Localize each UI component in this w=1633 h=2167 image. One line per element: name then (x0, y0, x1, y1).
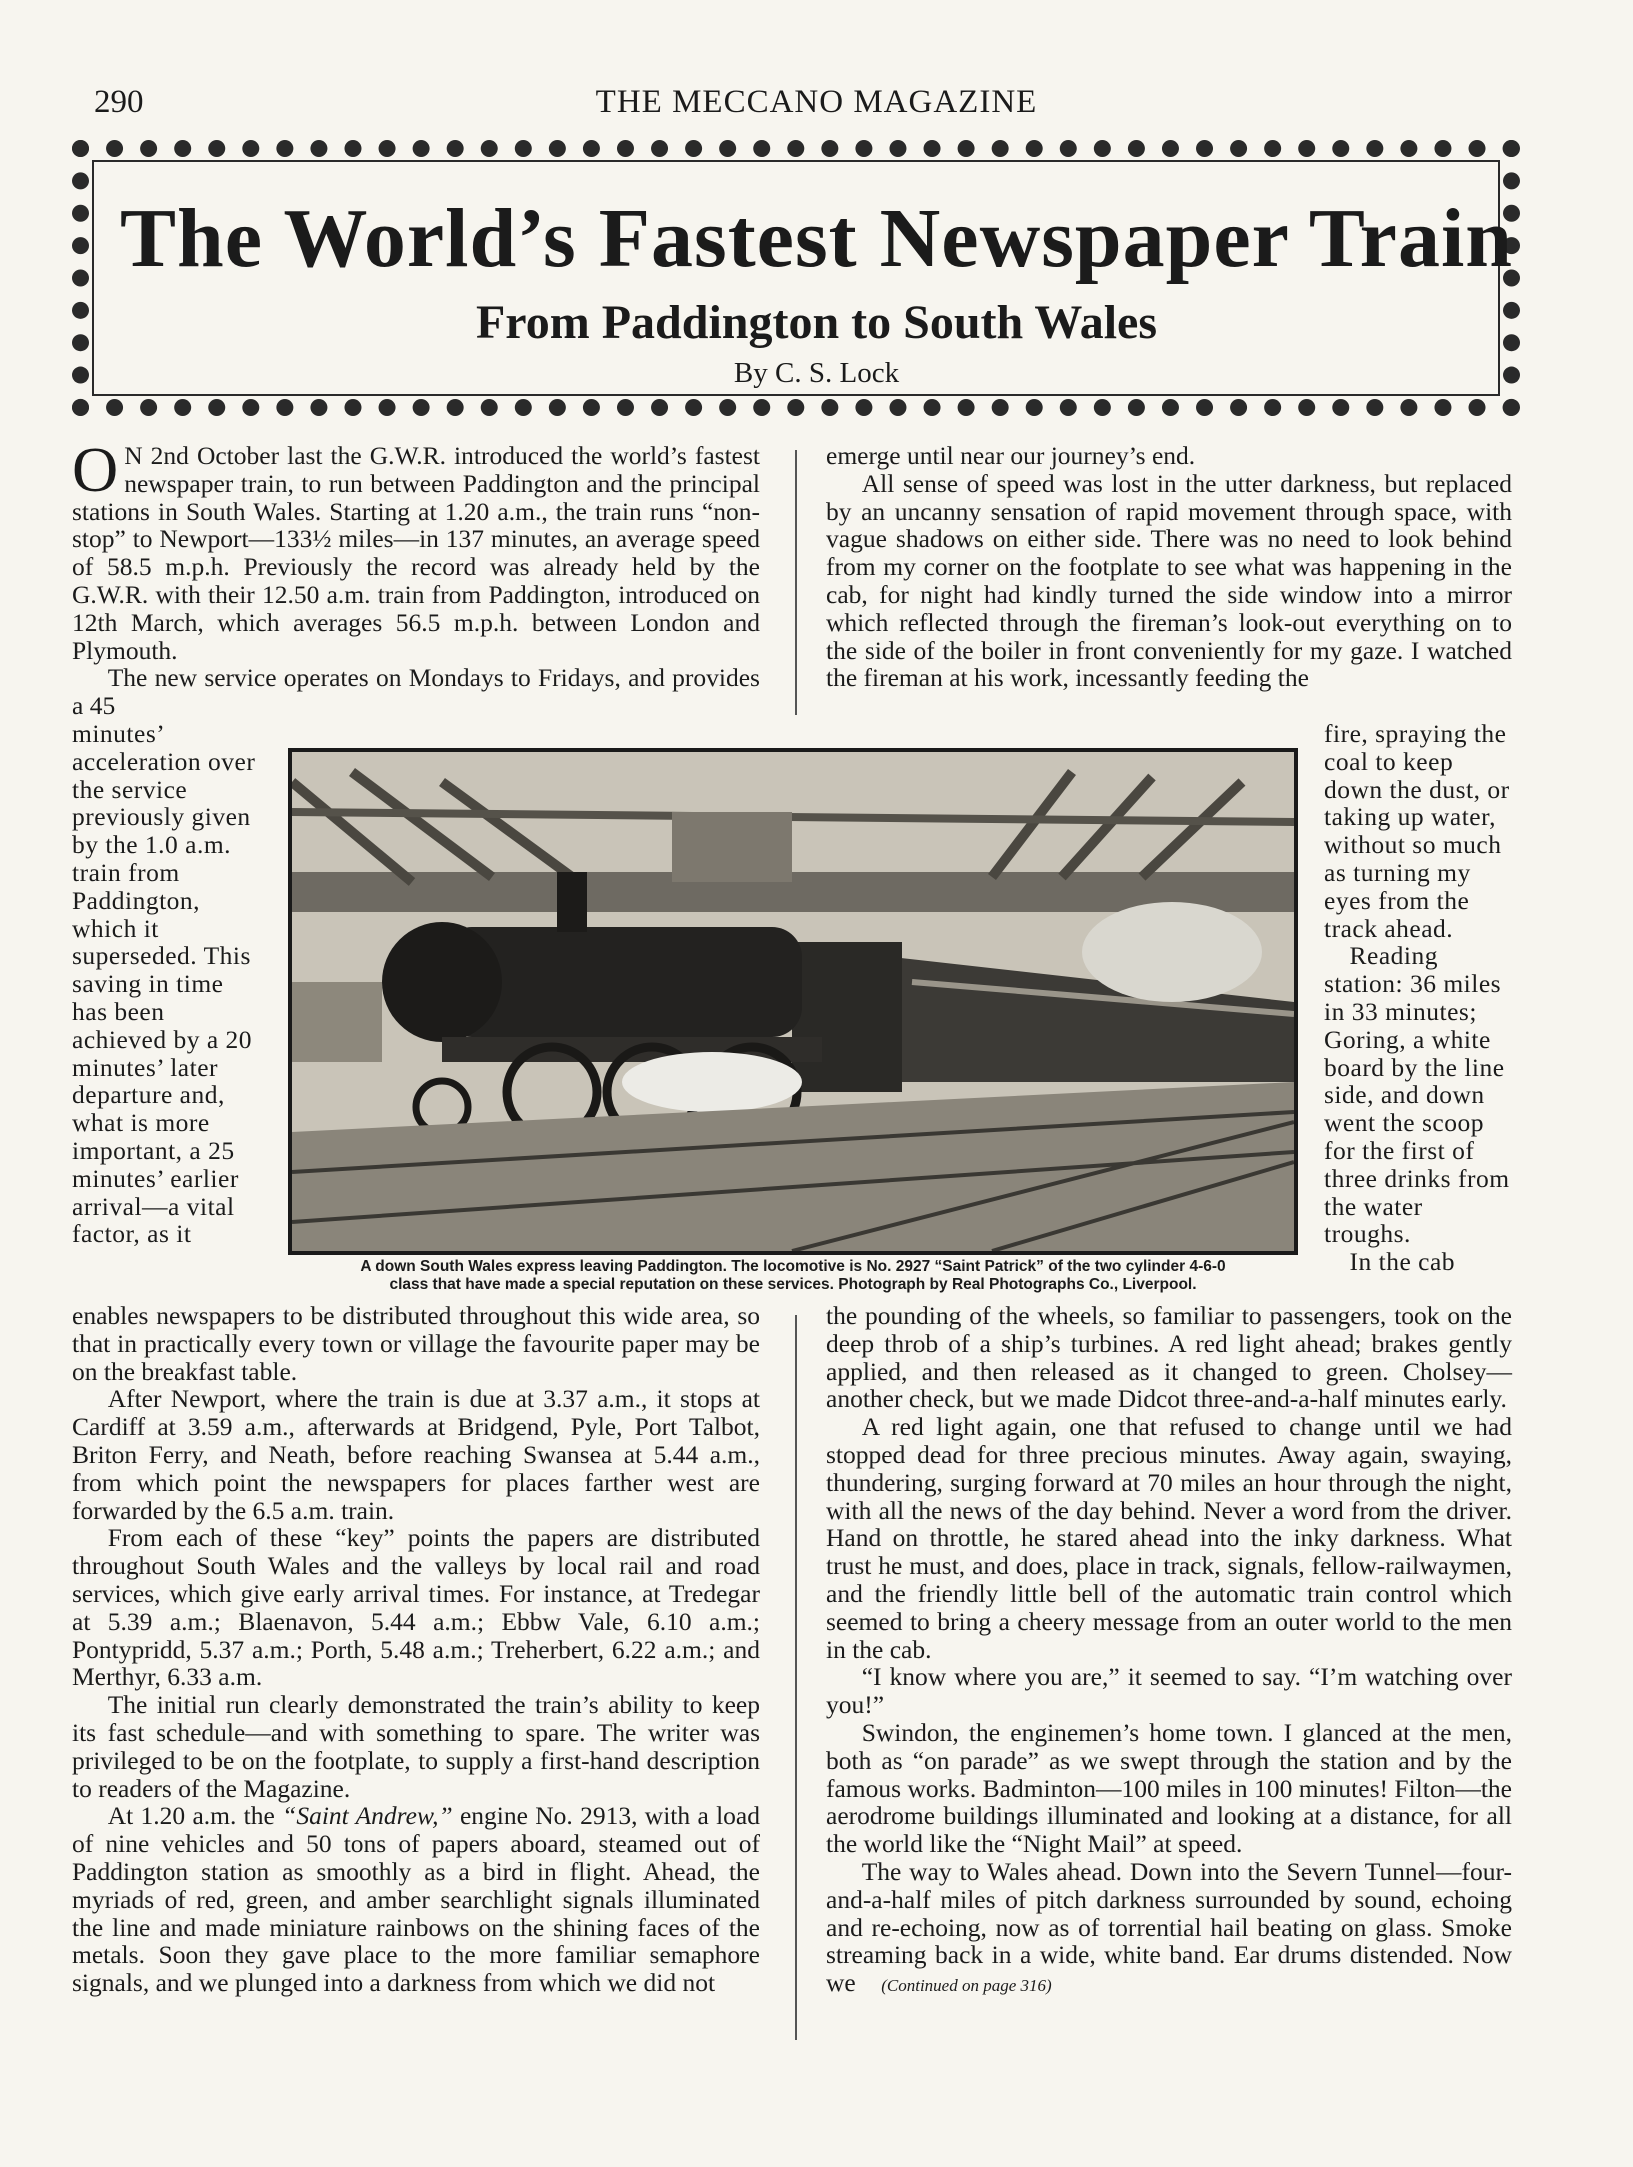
caption-line-2: class that have made a special reputation on these services. Photograph by Real Photographs Co., Liverpool. (389, 1276, 1197, 1293)
article-byline: By C. S. Lock (733, 357, 900, 389)
left-column-bottom (72, 1302, 760, 1997)
right-paragraph-1: emerge until near our journey’s end. (826, 441, 1196, 470)
column-rule (795, 1315, 797, 2040)
right-column-narrow (1324, 720, 1512, 1276)
paragraph-2-start: The new service operates on Mondays to Fridays, and provides a 45 (72, 663, 760, 721)
running-head: THE MECCANO MAGAZINE (595, 84, 1038, 120)
paragraph-4: From each of these “key” points the papers are distributed throughout South Wales and the valleys by local rail and road services, which give early arrival times. For instance, at Tredegar at 5.39 a.m.; Blaenavon, 5.44 a.m.; Ebbw Vale, 6.10 a.m.; Pontypridd, 5.37 a.m.; Porth, 5.48 a.m.; Treherbert, 6.22 a.m.; and Merthyr, 6.33 a.m. (72, 1523, 760, 1692)
continued-note: (Continued on page 316) (881, 1976, 1052, 1996)
right-paragraph-7: Swindon, the enginemen’s home town. I glanced at the men, both as “on parade” as we swept through the station and by the famous works. Badminton—100 miles in 100 minutes! Filton—the aerodrome buildings illuminated and looking at a distance, for all the world like the “Night Mail” at speed. (826, 1717, 1512, 1859)
left-column-top (72, 434, 760, 721)
column-rule (795, 450, 797, 715)
paragraph-3: After Newport, where the train is due at 3.37 a.m., it stops at Cardiff at 3.59 a.m., afterwards at Bridgend, Pyle, Port Talbot, Briton Ferry, and Neath, before reaching Swansea at 5.44 a.m., from which point the newspapers for places farther west are forwarded by the 6.5 a.m. train. (72, 1384, 760, 1525)
locomotive-photo (288, 748, 1298, 1255)
caption-line-1: A down South Wales express leaving Paddington. The locomotive is No. 2927 “Saint Patrick” of the two cylinder 4-6-0 (360, 1258, 1226, 1275)
right-paragraph-4-end: the pounding of the wheels, so familiar to passengers, took on the deep throb of a ship’s turbines. A red light ahead; brakes gently applied, and then released as it changed to green. Cholsey—another check, but we made Didcot three-and-a-half minutes early. (826, 1301, 1512, 1414)
page-number: 290 (94, 84, 144, 120)
paragraph-5: The initial run clearly demonstrated the train’s ability to keep its fast schedule—and with something to spare. The writer was privileged to be on the footplate, to supply a first-hand description to readers of the Magazine. (72, 1690, 760, 1803)
article-title: The World’s Fastest Newspaper Train (119, 192, 1514, 285)
right-paragraph-3: Reading station: 36 miles in 33 minutes; Goring, a white board by the line side, and down went the scoop for the first of three drinks from the water troughs. (1324, 941, 1510, 1249)
right-paragraph-4-start: In the cab (1349, 1247, 1456, 1277)
right-paragraph-5: A red light again, one that refused to change until we had stopped dead for three precious minutes. Away again, swaying, thundering, surging forward at 70 miles an hour through the night, with all the news of the day behind. Never a word from the driver. Hand on throttle, he stared ahead into the inky darkness. What trust he must, and does, place in track, signals, fellow-railwaymen, and the friendly little bell of the automatic train control which seemed to bring a cheery message from an outer world to the men in the cab. (826, 1412, 1512, 1664)
right-paragraph-2-narrow: fire, spraying the coal to keep down the dust, or taking up water, without so much as turning my eyes from the track ahead. (1324, 719, 1510, 943)
paragraph-6: At 1.20 a.m. the “Saint Andrew,” engine No. 2913, with a load of nine vehicles and 50 tons of papers aboard, steamed out of Paddington station as smoothly as a bird in flight. Ahead, the myriads of red, green, and amber searchlight signals illuminated the line and made miniature rainbows on the shining faces of the metals. Soon they gave place to the more familiar semaphore signals, and we plunged into a darkness from which we did not (72, 1801, 760, 1998)
drop-cap: O (72, 434, 119, 505)
paragraph-2-narrow: minutes’ acceleration over the service previously given by the 1.0 a.m. train from Paddington, which it superseded. This saving in time has been achieved by a 20 minutes’ later departure and, what is more important, a 25 minutes’ earlier arrival—a vital factor, as it (72, 719, 256, 1249)
right-paragraph-2: All sense of speed was lost in the utter darkness, but replaced by an uncanny sensation of rapid movement through space, with vague shadows on either side. There was no need to look behind from my corner on the footplate to see what was happening in the cab, for night had kindly turned the side window into a mirror which reflected through the fireman’s look-out everything on to the side of the boiler in front conveniently for my gaze. I watched the fireman at his work, incessantly feeding the (826, 468, 1512, 693)
right-paragraph-8: The way to Wales ahead. Down into the Severn Tunnel—four-and-a-half miles of pitch darkness surrounded by sound, echoing and re-echoing, now as of torrential hail beating on glass. Smoke streaming back in a wide, white band. Ear drums distended. Now we (Continued on page 316) (826, 1856, 1512, 1998)
photo-caption (288, 1258, 1298, 1294)
right-column-bottom (826, 1302, 1512, 2000)
right-paragraph-6: “I know where you are,” it seemed to say. “I’m watching over you!” (826, 1662, 1512, 1720)
right-column-top (826, 442, 1512, 692)
article-subtitle: From Paddington to South Wales (475, 296, 1158, 349)
paragraph-1: N 2nd October last the G.W.R. introduced the world’s fastest newspaper train, to run between Paddington and the principal stations in South Wales. Starting at 1.20 a.m., the train runs “non-stop” to Newport—133½ miles—in 137 minutes, an average speed of 58.5 m.p.h. Previously the record was already held by the G.W.R. with their 12.50 a.m. train from Paddington, introduced on 12th March, which averages 56.5 m.p.h. between London and Plymouth. (72, 441, 760, 665)
paragraph-2-end: enables newspapers to be distributed throughout this wide area, so that in practically every town or village the favourite paper may be on the breakfast table. (72, 1301, 760, 1386)
